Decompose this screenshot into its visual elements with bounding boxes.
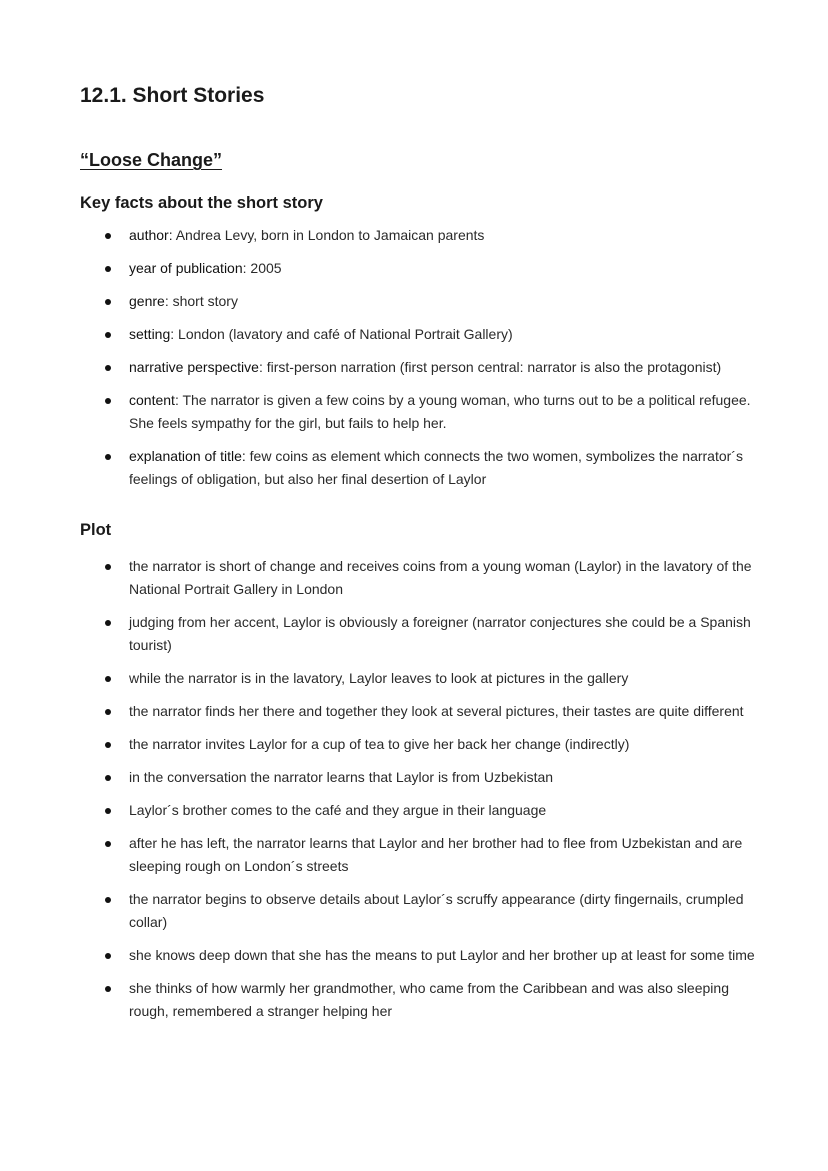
story-title: “Loose Change” xyxy=(80,150,223,170)
list-item: after he has left, the narrator learns that Laylor and her brother had to flee from Uzbekistan and are sleeping rough on London´s streets xyxy=(80,832,758,878)
list-item xyxy=(80,323,758,346)
fact-term: author: xyxy=(129,227,173,243)
fact-term: genre xyxy=(129,293,165,309)
fact-text: Andrea Levy, born in London to Jamaican parents xyxy=(172,227,485,243)
plot-list xyxy=(80,555,758,1023)
list-item: the narrator finds her there and together they look at several pictures, their tastes are quite different xyxy=(80,700,758,723)
list-item: in the conversation the narrator learns that Laylor is from Uzbekistan xyxy=(80,766,758,789)
fact-text: few coins as element which connects the two women, symbolizes the narrator´s feelings of obligation, but also her final desertion of Laylor xyxy=(129,448,743,487)
fact-text: : 2005 xyxy=(242,260,282,276)
key-facts-heading: Key facts about the short story xyxy=(80,194,323,212)
list-item: judging from her accent, Laylor is obviously a foreigner (narrator conjectures she could be a Spanish tourist) xyxy=(80,611,758,657)
fact-term: setting xyxy=(129,326,171,342)
section-title: 12.1. Short Stories xyxy=(80,84,265,107)
fact-text: : London (lavatory and café of National Portrait Gallery) xyxy=(170,326,513,342)
list-item xyxy=(80,356,758,379)
list-item xyxy=(80,389,758,435)
list-item xyxy=(80,224,758,247)
fact-term: year of publication xyxy=(129,260,243,276)
list-item xyxy=(80,445,758,491)
list-item: she knows deep down that she has the means to put Laylor and her brother up at least for some time xyxy=(80,944,758,967)
fact-term: explanation of title: xyxy=(129,448,246,464)
list-item: the narrator is short of change and receives coins from a young woman (Laylor) in the lavatory of the National Portrait Gallery in London xyxy=(80,555,758,601)
fact-text: : short story xyxy=(164,293,238,309)
fact-text: : first-person narration (first person central: narrator is also the protagonist) xyxy=(258,359,722,375)
fact-text: : The narrator is given a few coins by a young woman, who turns out to be a political refugee. She feels sympathy for the girl, but fails to help her. xyxy=(129,392,751,431)
fact-term: content xyxy=(129,392,175,408)
fact-term: narrative perspective xyxy=(129,359,259,375)
list-item: the narrator invites Laylor for a cup of tea to give her back her change (indirectly) xyxy=(80,733,758,756)
list-item xyxy=(80,290,758,313)
list-item xyxy=(80,257,758,280)
key-facts-list xyxy=(80,224,758,491)
list-item: she thinks of how warmly her grandmother, who came from the Caribbean and was also sleeping rough, remembered a stranger helping her xyxy=(80,977,758,1023)
list-item: the narrator begins to observe details about Laylor´s scruffy appearance (dirty fingernails, crumpled collar) xyxy=(80,888,758,934)
plot-heading: Plot xyxy=(80,521,112,539)
list-item: while the narrator is in the lavatory, Laylor leaves to look at pictures in the gallery xyxy=(80,667,758,690)
list-item: Laylor´s brother comes to the café and they argue in their language xyxy=(80,799,758,822)
